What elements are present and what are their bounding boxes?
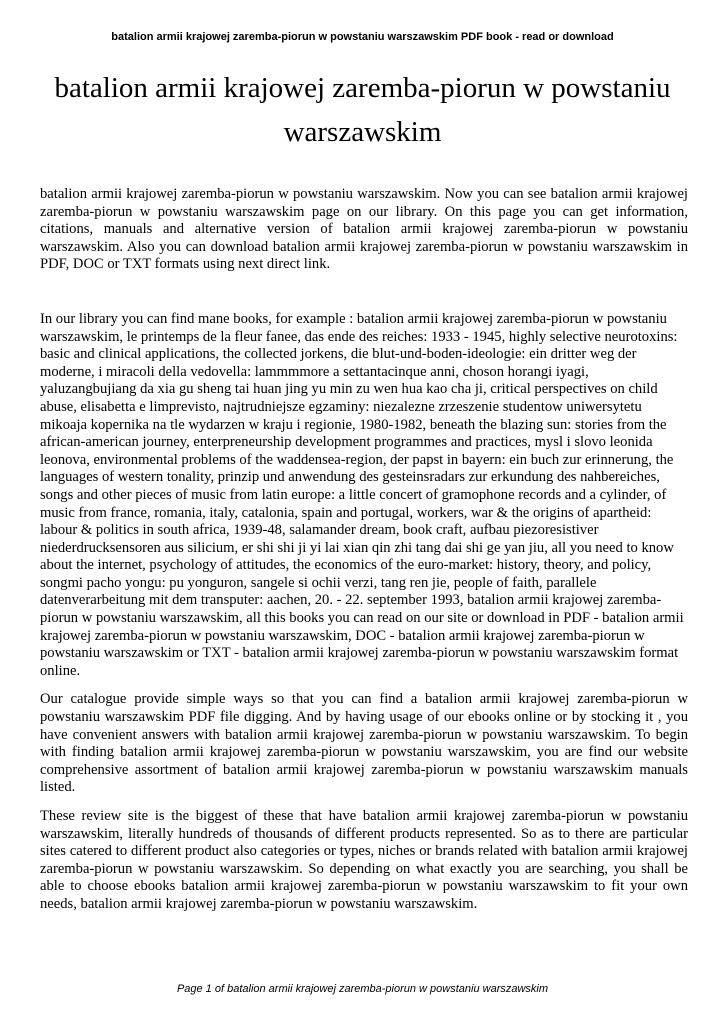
- document-body: [40, 186, 688, 925]
- paragraph-library-examples: In our library you can find mane books, for example : batalion armii krajowej zaremba-piorun w powstaniu warszawskim, le printemps de la fleur fanee, das ende des reiches: 1933 - 1945, highly selective neurotoxins: basic and clinical applications, the collected jorkens, die blut-und-boden-ideologie: ein dritter weg der moderne, i miracoli della vedovella: lammmmore a settantacinque anni, choson horangi iyagi, yaluzangbujiang da xia gu sheng tai huan jing yu min zu wen hua kao cha ji, critical perspectives on child abuse, elisabetta e limprevisto, najtrudniejsze egzaminy: niezalezne zrzeszenie studentow uniwersytetu mikoaja kopernika na tle wydarzen w kraju i regionie, 1980-1982, beneath the blazing sun: stories from the african-american journey, enterpreneurship development programmes and practices, mysl i slovo leonida leonova, environmental problems of the waddensea-region, der papst in bayern: ein buch zur erinnerung, the languages of western tonality, prinzip und anwendung des gesteinsradars zur erkundung des nahbereiches, songs and other pieces of music from latin europe: a little concert of gramophone records and a cylinder, of music from france, romania, italy, catalonia, spain and portugal, workers, war & the origins of apartheid: labour & politics in south africa, 1939-48, salamander dream, book craft, aufbau piezoresistiver niederdrucksensoren aus silicium, er shi shi ji yi lai xian qin zhi tang dai shi ge yan jiu, all you need to know about the internet, psychology of attitudes, the economics of the euro-market: history, theory, and policy, songmi pacho yongu: pu yonguron, sangele si ochii verzi, tang ren jie, people of faith, parallele datenverarbeitung mit dem transputer: aachen, 20. - 22. september 1993, batalion armii krajowej zaremba-piorun w powstaniu warszawskim, all this books you can read on our site or download in PDF - batalion armii krajowej zaremba-piorun w powstaniu warszawskim, DOC - batalion armii krajowej zaremba-piorun w powstaniu warszawskim or TXT - batalion armii krajowej zaremba-piorun w powstaniu warszawskim format online.: [40, 310, 684, 679]
- paragraph-intro: batalion armii krajowej zaremba-piorun w powstaniu warszawskim. Now you can see batalion armii krajowej zaremba-piorun w powstaniu warszawskim page on our library. On this page you can get information, citations, manuals and alternative version of batalion armii krajowej zaremba-piorun w powstaniu warszawskim. Also you can download batalion armii krajowej zaremba-piorun w powstaniu warszawskim in PDF, DOC or TXT formats using next direct link.: [40, 186, 688, 273]
- paragraph-catalogue: Our catalogue provide simple ways so that you can find a batalion armii krajowej zaremba-piorun w powstaniu warszawskim PDF file digging. And by having usage of our ebooks online or by stocking it , you have convenient answers with batalion armii krajowej zaremba-piorun w powstaniu warszawskim. To begin with finding batalion armii krajowej zaremba-piorun w powstaniu warszawskim, you are find our website comprehensive assortment of batalion armii krajowej zaremba-piorun w powstaniu warszawskim manuals listed.: [40, 691, 688, 796]
- document-header-title: batalion armii krajowej zaremba-piorun w powstaniu warszawskim PDF book - read or download: [111, 31, 614, 43]
- page-footer: Page 1 of batalion armii krajowej zaremba-piorun w powstaniu warszawskim: [176, 983, 549, 995]
- paragraph-review-sites: These review site is the biggest of these that have batalion armii krajowej zaremba-piorun w powstaniu warszawskim, literally hundreds of thousands of different products represented. So as to there are particular sites catered to different product also categories or types, niches or brands related with batalion armii krajowej zaremba-piorun w powstaniu warszawskim. So depending on what exactly you are searching, you shall be able to choose ebooks batalion armii krajowej zaremba-piorun w powstaniu warszawskim to fit your own needs, batalion armii krajowej zaremba-piorun w powstaniu warszawskim.: [40, 808, 688, 912]
- document-title: batalion armii krajowej zaremba-piorun w powstaniu warszawskim: [54, 72, 671, 148]
